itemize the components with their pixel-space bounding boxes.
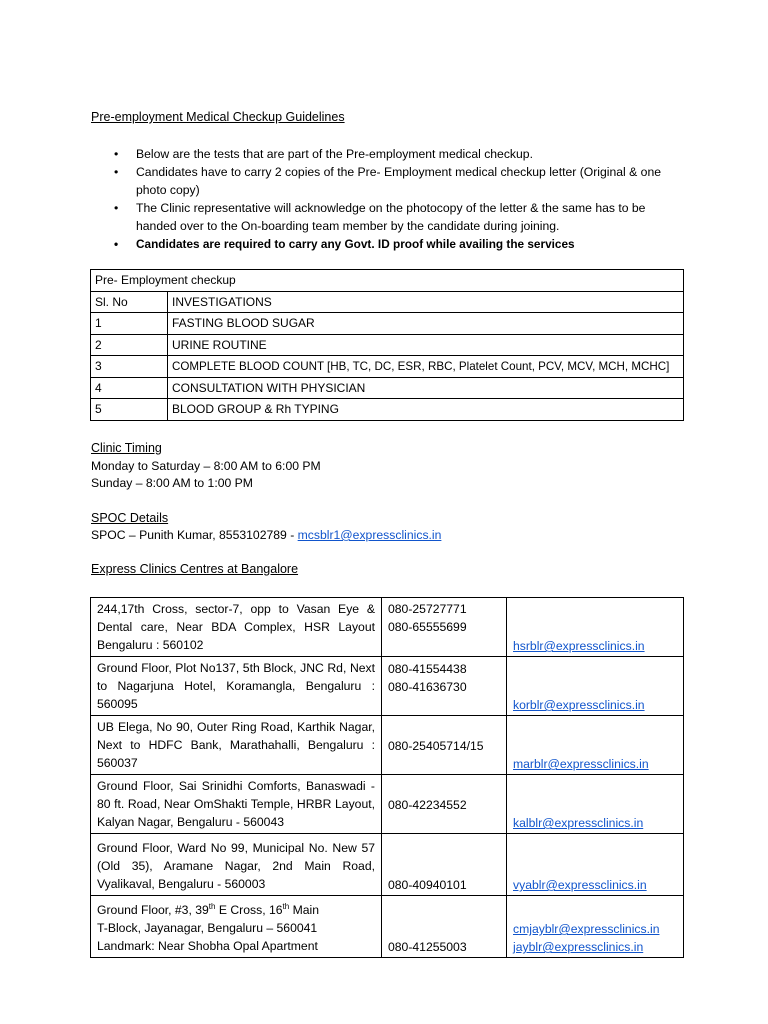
centres-heading: Express Clinics Centres at Bangalore: [91, 562, 299, 576]
table-row: [91, 377, 684, 399]
list-item: • Candidates are required to carry any Govt. ID proof while availing the services: [114, 237, 575, 251]
bullet-icon: •: [114, 201, 119, 215]
bullet-icon: •: [114, 237, 119, 251]
table-cell: 5: [91, 399, 168, 421]
table-row: [91, 334, 684, 356]
centre-address: Ground Floor, Sai Srinidhi Comforts, Banaswadi - 80 ft. Road, Near OmShakti Temple, HRBR Layout, Kalyan Nagar, Bengaluru - 560043: [91, 775, 382, 834]
email-link[interactable]: hsrblr@expressclinics.in: [513, 639, 645, 653]
email-link[interactable]: kalblr@expressclinics.in: [513, 816, 644, 830]
centre-address: Ground Floor, Plot No137, 5th Block, JNC Rd, Next to Nagarjuna Hotel, Koramangla, Bengaluru : 560095: [91, 657, 382, 716]
email-link[interactable]: jayblr@expressclinics.in: [513, 940, 644, 954]
table-row: [91, 598, 684, 657]
table-cell: BLOOD GROUP & Rh TYPING: [168, 399, 684, 421]
centres-table: [90, 597, 684, 958]
table-cell: 4: [91, 377, 168, 399]
centre-address: Ground Floor, #3, 39th E Cross, 16th Main T-Block, Jayanagar, Bengaluru – 560041 Landmark: Near Shobha Opal Apartment: [91, 896, 382, 958]
column-header: Sl. No: [91, 291, 168, 313]
table-row: [91, 716, 684, 775]
table-row: [91, 834, 684, 896]
list-item: • Below are the tests that are part of the Pre-employment medical checkup.: [114, 147, 533, 161]
table-cell: CONSULTATION WITH PHYSICIAN: [168, 377, 684, 399]
table-cell: COMPLETE BLOOD COUNT [HB, TC, DC, ESR, RBC, Platelet Count, PCV, MCV, MCH, MCHC]: [168, 356, 684, 378]
email-link[interactable]: korblr@expressclinics.in: [513, 698, 645, 712]
email-link[interactable]: cmjayblr@expressclinics.in: [513, 922, 660, 936]
table-row: [91, 657, 684, 716]
guidelines-list: [92, 145, 687, 253]
table-row: [91, 775, 684, 834]
list-item: • The Clinic representative will acknowledge on the photocopy of the letter & the same has to be handed over to the On-boarding team member by the candidate during joining.: [114, 201, 646, 233]
email-link[interactable]: vyablr@expressclinics.in: [513, 878, 647, 892]
table-row: [91, 313, 684, 335]
column-header: INVESTIGATIONS: [168, 291, 684, 313]
centre-address: 244,17th Cross, sector-7, opp to Vasan Eye & Dental care, Near BDA Complex, HSR Layout Bengaluru : 560102: [91, 598, 382, 657]
table-cell: 3: [91, 356, 168, 378]
table-cell: URINE ROUTINE: [168, 334, 684, 356]
table-cell: 1: [91, 313, 168, 335]
centre-phone: 080-40940101: [382, 834, 507, 896]
table-row: [91, 896, 684, 958]
page-title: Pre-employment Medical Checkup Guidelines: [91, 110, 345, 124]
centre-phone: 080-25727771 080-65555699: [382, 598, 507, 657]
centre-email: [507, 716, 684, 775]
centre-address: Ground Floor, Ward No 99, Municipal No. New 57 (Old 35), Aramane Nagar, 2nd Main Road, Vyalikaval, Bengaluru - 560003: [91, 834, 382, 896]
centre-address: UB Elega, No 90, Outer Ring Road, Karthik Nagar, Next to HDFC Bank, Marathahalli, Bengaluru : 560037: [91, 716, 382, 775]
spoc-email-link[interactable]: mcsblr1@expressclinics.in: [297, 528, 442, 542]
checkup-table: [90, 269, 684, 421]
centre-email: [507, 896, 684, 958]
centre-phone: 080-25405714/15: [382, 716, 507, 775]
centre-email: [507, 775, 684, 834]
centre-phone: 080-42234552: [382, 775, 507, 834]
spoc-line: SPOC – Punith Kumar, 8553102789 - mcsblr1@expressclinics.in: [91, 528, 442, 542]
centre-email: [507, 657, 684, 716]
bullet-icon: •: [114, 147, 119, 161]
sunday-timing: Sunday – 8:00 AM to 1:00 PM: [91, 476, 253, 490]
spoc-heading: SPOC Details: [91, 511, 169, 525]
bullet-icon: •: [114, 165, 119, 179]
list-item: • Candidates have to carry 2 copies of the Pre- Employment medical checkup letter (Original & one photo copy): [114, 165, 661, 197]
centre-email: [507, 598, 684, 657]
table-cell: 2: [91, 334, 168, 356]
centre-phone: 080-41554438 080-41636730: [382, 657, 507, 716]
clinic-timing-heading: Clinic Timing: [91, 441, 162, 455]
table-caption: Pre- Employment checkup: [91, 270, 684, 292]
email-link[interactable]: marblr@expressclinics.in: [513, 757, 649, 771]
table-row: [91, 356, 684, 378]
weekday-timing: Monday to Saturday – 8:00 AM to 6:00 PM: [91, 459, 321, 473]
table-row: [91, 399, 684, 421]
centre-email: [507, 834, 684, 896]
centre-phone: 080-41255003: [382, 896, 507, 958]
table-cell: FASTING BLOOD SUGAR: [168, 313, 684, 335]
